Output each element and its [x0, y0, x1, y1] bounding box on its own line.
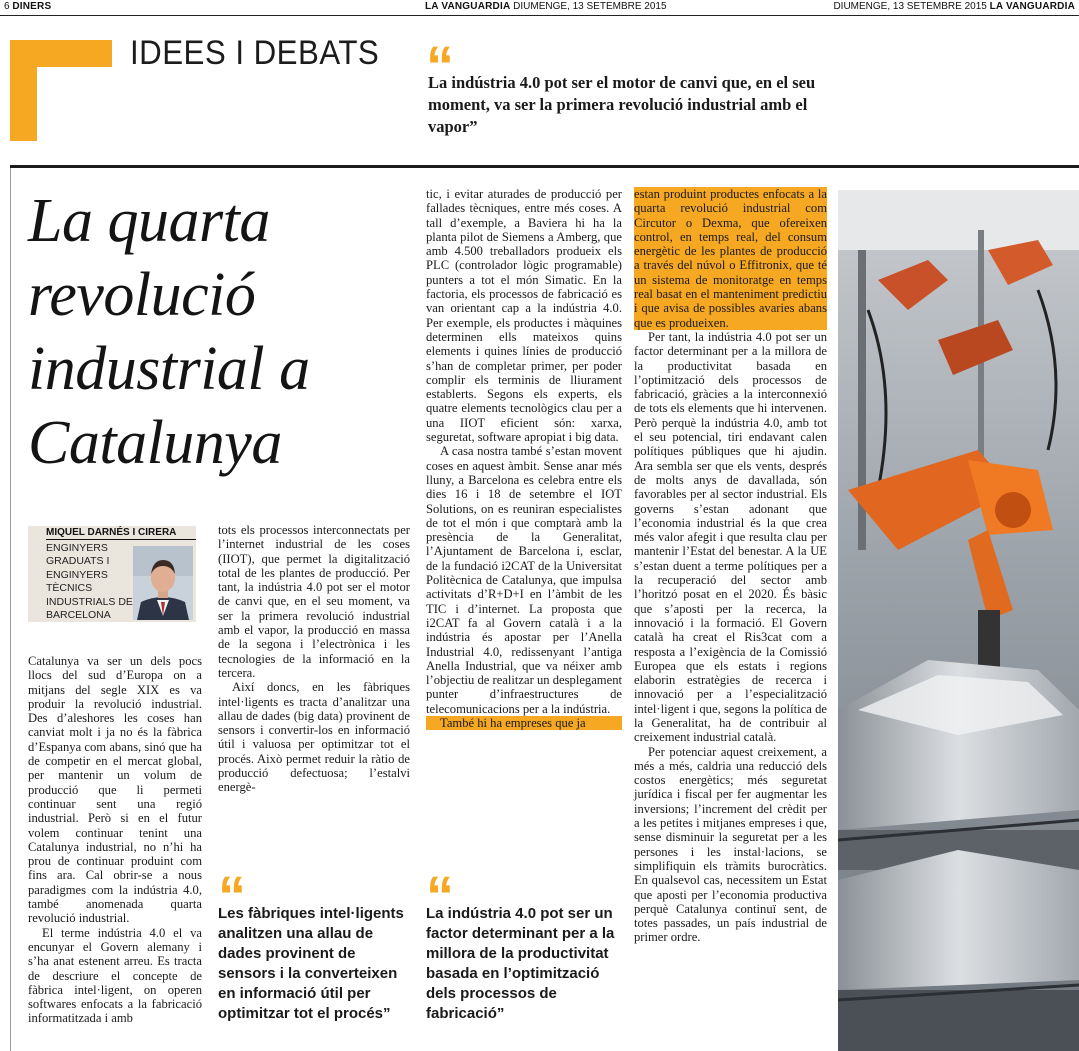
headline-line: Catalunya — [28, 409, 282, 477]
pullquote-right: La indústria 4.0 pot ser un factor determinant per a la millora de la productivitat basada en l’optimització dels processos de fabricació” — [426, 905, 615, 1022]
quote-mark-icon: “ — [426, 34, 450, 97]
header-rule — [0, 15, 1079, 16]
issue-date: DIUMENGE, 13 SETEMBRE 2015 — [513, 1, 667, 12]
article-paragraph: Per tant, la indústria 4.0 pot ser un factor determinant per a la millora de la productivitat basada en l’optimització dels processos de fabricació, gràcies a la interconnexió de tots els elements que hi intervenen. Però perquè la indústria 4.0, amb tot el seu potencial, tiri endavant calen polítiques públiques que hi ajudin. Ara sembla ser que els vents, després de molts anys de davallada, són favorables per al sector industrial. Els governs s’estan adonant que l’economia industrial és la que crea més valor afegit i que resulta clau per mantenir l’Estat del benestar. A la UE s’estan duent a terme polítiques per a la recuperació del sector amb l’horitzó posat en el 2020. És bàsic que s’aposti per la recerca, la innovació i la formació. El Govern català ha creat el Ris3cat com a resposta a l’exigència de la Comissió Europea que els estats i regions elaborin estratègies de recerca i innovació per a l’especialització intel·ligent i que, segons la política de la Generalitat, ha de contribuir al creixement industrial català. — [634, 329, 827, 745]
headline-line: revolució — [28, 261, 256, 329]
headline — [28, 184, 428, 480]
headline-line: industrial a — [28, 335, 310, 403]
section-divider — [10, 165, 1079, 168]
article-paragraph: tots els processos interconnectats per l’internet industrial de les coses (IIOT), que permet la digitalització total de les plantes de producció. Per tant, la indústria 4.0 pot ser el motor de canvi que, en el seu moment, va ser la primera revolució industrial amb el vapor, la producció en massa de la segona i l’electrònica i les tecnologies de la informació en la tercera. — [218, 523, 410, 680]
page-folio-right — [833, 0, 1075, 14]
page-folio-left — [4, 0, 51, 14]
newspaper-name: LA VANGUARDIA — [989, 1, 1075, 12]
quote-mark-icon: “ — [218, 864, 242, 927]
article-paragraph-highlight: estan produint productes enfocats a la quarta revolució industrial com Circutor o Dexma, que ofereixen control, en temps real, del consum energètic de les plantes de producció a través del núvol o Effitronix, que té un sistema de monitoratge en temps real basat en el manteniment predictiu i que avisa de possibles avaries abans que es produeixen. — [634, 187, 827, 330]
article-paragraph-highlight: També hi ha empreses que ja — [426, 716, 622, 730]
author-name: MIQUEL DARNÉS I CIRERA — [46, 527, 177, 538]
author-portrait-icon — [133, 546, 193, 620]
newspaper-name: LA VANGUARDIA — [425, 1, 511, 12]
article-column-1 — [28, 654, 202, 1026]
article-paragraph: Catalunya va ser un dels pocs llocs del sud d’Europa on a mitjans del segle XIX es va produir la revolució industrial. Des d’aleshores les coses han canviat molt i ja no és la fàbrica d’Espanya com abans, sinó que ha de competir en el mercat global, per mantenir un volum de producció que li permeti continuar sent una regió industrial. Però si en el futur volem continuar tenint una Catalunya industrial, no n’hi ha prou de continuar produint com fins ara. Cal obrir-se a nous paradigmes com la indústria 4.0, també anomenada quarta revolució industrial. — [28, 654, 202, 926]
article-column-4 — [634, 187, 827, 945]
author-rule — [46, 539, 196, 540]
top-pullquote: La indústria 4.0 pot ser el motor de canvi que, en el seu moment, va ser la primera revolució industrial amb el vapor” — [428, 73, 816, 136]
page-folio-center — [425, 0, 667, 14]
article-paragraph: Per potenciar aquest creixement, a més a més, caldria una reducció dels costos energètics; més seguretat jurídica i fiscal per fer augmentar les inversions; l’increment del crèdit per a les petites i mitjanes empreses i que, sense disminuir la seguretat per a les persones i les instal·lacions, se simplifiquin els tràmits burocràtics. En qualsevol cas, necessitem un Estat que aposti per l’economia productiva perquè Catalunya continuï sent, de totes passades, un país industrial de primer ordre. — [634, 744, 827, 945]
headline-line: La quarta — [28, 187, 270, 255]
issue-date: DIUMENGE, 13 SETEMBRE 2015 — [833, 1, 987, 12]
section-bracket — [10, 40, 37, 141]
robotic-assembly-photo-icon — [838, 190, 1079, 1051]
author-bio: ENGINYERS GRADUATS I ENGINYERS TÈCNICS INDUSTRIALS DE BARCELONA — [46, 542, 133, 622]
article-paragraph: Així doncs, en les fàbriques intel·ligents es tracta d’analitzar una allau de dades (big data) provinent de sensors i convertir-los en informació útil i valuosa per optimitzar tot el procés. Això permet reduir la ràtio de producció defectuosa; l’estalvi energè- — [218, 680, 410, 795]
quote-mark-icon: “ — [426, 864, 450, 927]
section-title: IDEES I DEBATS — [130, 34, 380, 72]
article-paragraph: El terme indústria 4.0 el va encunyar el Govern alemany i s’ha anat estenent arreu. Es tracta de descriure el concepte de fàbrica intel·ligent, on operen softwares enfocats a la fabricació informatitzada i amb — [28, 925, 202, 1026]
article-paragraph: tic, i evitar aturades de producció per fallades tècniques, entre més coses. A tall d’exemple, a Baviera hi ha la planta pilot de Siemens a Amberg, que amb 4.500 treballadors produeix els PLC (controlador lògic programable) punters a tot el món Simatic. En la factoria, els processos de fabricació es van orientant cap a la indústria 4.0. Per exemple, els productes i màquines determinen ells mateixos quins elements i quines línies de producció s’han de completar primer, per poder complir els terminis de lliurament establerts. Segons els experts, els quatre elements tecnològics clau per a una IIOT eficient són: xarxa, seguretat, software apropiat i big data. — [426, 187, 622, 445]
page-number: 6 — [4, 1, 10, 12]
article-column-2 — [218, 523, 410, 795]
section-label: DINERS — [12, 1, 52, 12]
article-paragraph: A casa nostra també s’estan movent coses en aquest àmbit. Sense anar més lluny, a Barcelona es celebra entre els dies 16 i 18 de setembre el IOT Solutions, on es reuniran especialistes de tot el món i que comptarà amb la presència de la Generalitat, l’Ajuntament de Barcelona i, esclar, de la fundació i2CAT de la Universitat Politècnica de Catalunya, que impulsa activitats d’R+D+I en l’àmbit de les TIC i d’internet. La proposta que i2CAT fa al Govern català i a la indústria és apostar per l’Anella Industrial 4.0, redissenyant l’antiga Anella Industrial, que va néixer amb l’objectiu de realitzar un desplegament punter d’infraestructures de telecomunicacions per a la indústria. — [426, 444, 622, 716]
article-column-3 — [426, 187, 622, 730]
pullquote-left: Les fàbriques intel·ligents analitzen una allau de dades provinent de sensors i la converteixen en informació útil per optimitzar tot el procés” — [218, 905, 404, 1022]
column-rule — [10, 168, 11, 1051]
